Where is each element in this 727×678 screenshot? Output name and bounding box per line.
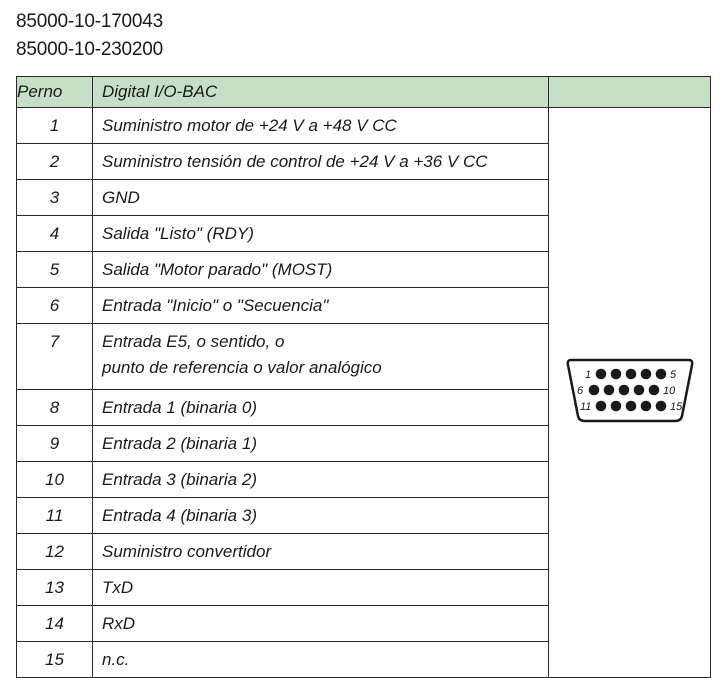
table-header-row (17, 77, 711, 108)
pin-number: 2 (17, 144, 93, 180)
part-number: 85000-10-170043 (16, 11, 164, 32)
pin-number: 11 (17, 498, 93, 534)
pin-number: 13 (17, 570, 93, 606)
pin-number: 15 (17, 642, 93, 678)
pin-number: 1 (17, 108, 93, 144)
pin-description: GND (93, 180, 549, 216)
pin-description: Entrada 4 (binaria 3) (93, 498, 549, 534)
pin-dot (633, 385, 644, 396)
pin-dot (625, 369, 636, 380)
header-connector (549, 77, 711, 108)
pin-description: Salida "Motor parado" (MOST) (93, 252, 549, 288)
connector-label: 11 (579, 401, 591, 413)
connector-pins (588, 369, 666, 412)
d-sub-15-connector-icon (563, 354, 697, 426)
pin-dot (588, 385, 599, 396)
pin-description: Salida "Listo" (RDY) (93, 216, 549, 252)
pin-description (93, 324, 549, 390)
pin-number: 10 (17, 462, 93, 498)
pin-dot (610, 369, 621, 380)
table-row (17, 108, 711, 144)
header-description: Digital I/O-BAC (93, 77, 549, 108)
pin-dot (648, 385, 659, 396)
pin-description: Entrada 2 (binaria 1) (93, 426, 549, 462)
pin-number: 6 (17, 288, 93, 324)
part-number-list (16, 8, 163, 64)
pin-number: 9 (17, 426, 93, 462)
pin-dot (595, 401, 606, 412)
pin-dot (610, 401, 621, 412)
pin-dot (640, 401, 651, 412)
pin-description: n.c. (93, 642, 549, 678)
pin-number: 14 (17, 606, 93, 642)
connector-label: 5 (669, 369, 676, 381)
pin-number: 3 (17, 180, 93, 216)
pin-number: 4 (17, 216, 93, 252)
pin-number: 8 (17, 390, 93, 426)
pin-description: Entrada 3 (binaria 2) (93, 462, 549, 498)
pin-description-line: Entrada E5, o sentido, o (102, 332, 285, 351)
pin-dot (603, 385, 614, 396)
pin-dot (655, 401, 666, 412)
pin-number: 12 (17, 534, 93, 570)
part-number: 85000-10-230200 (16, 39, 164, 60)
connector-label: 1 (584, 369, 591, 381)
pin-assignment-table (16, 76, 711, 678)
header-pin: Perno (17, 77, 93, 108)
connector-label: 6 (576, 385, 583, 397)
connector-cell (549, 108, 711, 678)
connector-label: 10 (662, 385, 675, 397)
pin-description: Suministro tensión de control de +24 V a +36 V CC (93, 144, 549, 180)
connector-label: 15 (669, 401, 682, 413)
pin-number: 5 (17, 252, 93, 288)
pin-dot (655, 369, 666, 380)
pin-description: TxD (93, 570, 549, 606)
pin-number: 7 (17, 324, 93, 390)
pin-dot (618, 385, 629, 396)
pin-dot (625, 401, 636, 412)
pin-description-line: punto de referencia o valor analógico (102, 358, 382, 377)
pin-description: Entrada "Inicio" o "Secuencia" (93, 288, 549, 324)
pin-description: RxD (93, 606, 549, 642)
pin-description: Suministro motor de +24 V a +48 V CC (93, 108, 549, 144)
pin-description: Entrada 1 (binaria 0) (93, 390, 549, 426)
pin-dot (595, 369, 606, 380)
pin-description: Suministro convertidor (93, 534, 549, 570)
pin-dot (640, 369, 651, 380)
